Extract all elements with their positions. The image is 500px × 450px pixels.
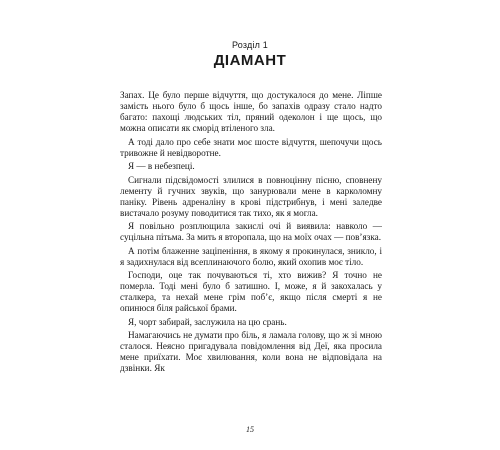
chapter-title: ДІАМАНТ: [213, 52, 287, 69]
chapter-body: [120, 90, 382, 377]
paragraph: Я — в небезпеці.: [128, 161, 195, 171]
chapter-label: Розділ 1: [231, 40, 269, 50]
page-number: 15: [246, 425, 254, 434]
paragraph: Сигнали підсвідомості злилися в повноцінну пісню, сповнену лементу й гучних звуків, що занурювали мене в карколомну паніку. Рівень адреналіну в крові підстрибнув, і мені залeдве вистачало розуму поводитися так тихо, як я могла.: [120, 174, 382, 218]
paragraph: Запах. Це було перше відчуття, що достукалося до мене. Ліпше замість нього було б щось інше, бо запахів одразу стало надто багато: пахощі людських тіл, пряний одеколон і ще щось, що можна описати як сморід втіленого зла.: [120, 90, 382, 133]
paragraph: А потім блаженне заціпеніння, в якому я прокинулася, зникло, і я задихнулася від всеплинаючого болю, який охопив моє тіло.: [120, 245, 382, 267]
paragraph: Намагаючись не думати про біль, я ламала голову, що ж зі мною сталося. Неясно пригадувала повідомлення від Деї, яка просила мене приїхати. Моє хвилювання, коли вона не відповідала на дзвінки. Як: [120, 330, 382, 373]
paragraph: Я повільно розплющила закислі очі й виявила: навколо — суцільна пітьма. За мить я второпала, що на моїх очах — пов’язка.: [120, 221, 382, 242]
paragraph: А тоді далo про себе знати моє шосте відчуття, шепочучи щось тривожне й невідворотне.: [120, 136, 382, 158]
paragraph: Господи, оце так почуваються ті, хто вижив? Я точно не померла. Тоді мені було б затишно. І, може, я й закохалась у сталкера, та нехай мене грім поб’є, якщо після смерті я не опинюся біля райської брами.: [120, 270, 382, 313]
paragraph: Я, чорт забирай, заслужила на цю срань.: [128, 316, 287, 327]
